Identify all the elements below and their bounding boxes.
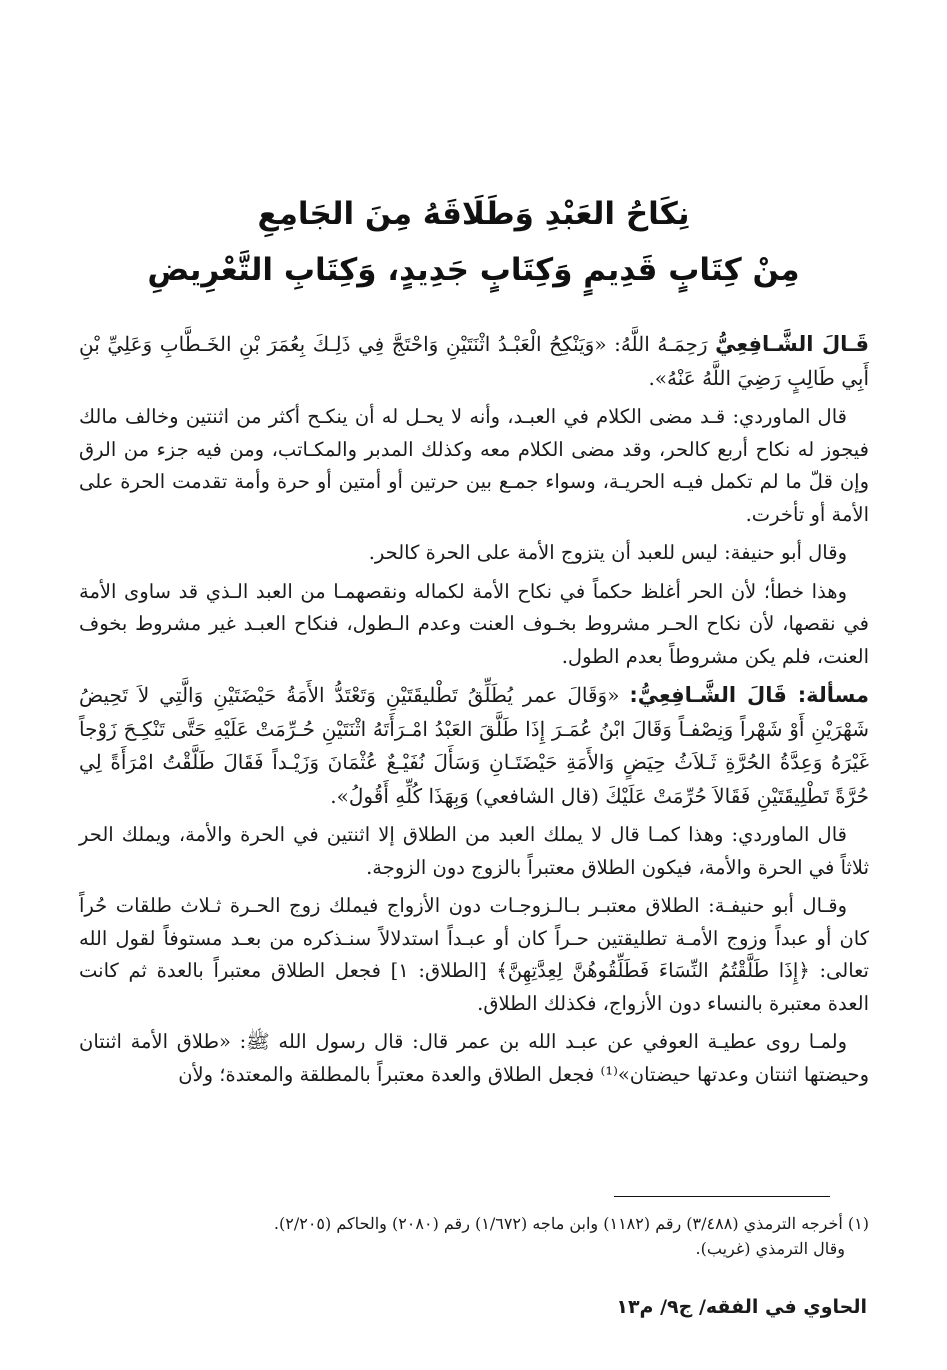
paragraph-5 <box>79 679 869 813</box>
paragraph-lead: قَـالَ الشَّـافِعِيُّ <box>715 332 869 356</box>
chapter-title-line-1: نِكَاحُ العَبْدِ وَطَلَاقَهُ مِنَ الجَامِعِ <box>257 196 690 232</box>
paragraph-6: قال الماوردي: وهذا كمـا قال لا يملك العبد من الطلاق إلا اثنتين في الحرة والأمة، ويملك الحر ثلاثاً في الحرة والأمة، فيكون الطلاق معتبراً بالزوج دون الزوجة. <box>79 823 869 879</box>
footnote-1: (١) أخرجه الترمذي (٣/٤٨٨) رقم (١١٨٢) وابن ماجه (١/٦٧٢) رقم (٢٠٨٠) والحاكم (٢/٢٠٥). <box>273 1214 869 1233</box>
paragraph-7: وقـال أبو حنيفـة: الطلاق معتبـر بـالـزوجـات دون الأزواج فيملك زوج الحـرة ثـلاث طلقات حُراً كان أو عبداً وزوج الأمـة تطليقتين حـراً كان أو عبـداً استدلالاً سنـذكره من بعـد مستوفاً لقول الله تعالى: ﴿إِذَا طَلَّقْتُمُ النِّسَاءَ فَطَلِّقُوهُنَّ لِعِدَّتِهِنَّ﴾ [الطلاق: ١] فجعل الطلاق معتبراً بالعدة ثم كانت العدة معتبرة بالنساء دون الأزواج، فكذلك الطلاق. <box>79 894 869 1015</box>
paragraph-lead: مسألة: قَالَ الشَّـافِعِيُّ: <box>629 683 869 707</box>
footnote-divider <box>614 1196 830 1197</box>
chapter-title <box>80 186 867 298</box>
paragraph-4: وهذا خطأ؛ لأن الحر أغلظ حكماً في نكاح الأمة لكماله ونقصهمـا من العبد الـذي قد ساوى الأمة في نقصها، لأن نكاح الحـر مشروط بخـوف العنت وعدم الـطول، فنكاح العبـد غير مشروط بخوف العنت، فلم يكن مشروطاً بعدم الطول. <box>79 579 869 668</box>
paragraph-3: وقال أبو حنيفة: ليس للعبد أن يتزوج الأمة على الحرة كالحر. <box>368 541 847 564</box>
page-footer: الحاوي في الفقه/ ج٩/ م١٣ <box>616 1296 867 1318</box>
footnotes <box>79 1211 869 1261</box>
footnote-1-continued: وقال الترمذي (غريب). <box>695 1239 845 1258</box>
paragraph-1 <box>79 328 869 395</box>
paragraph-text: «وَقَالَ عمر يُطَلِّقُ تَطْليقَتَيْنِ وَتَعْتَدُّ الأَمَةُ حَيْضَتَيْنِ وَالَّتِي لاَ تَحِيضُ شَهْرَيْنِ أَوْ شَهْراً وَنِصْفـاً وَقَالَ ابْنُ عُمَـرَ إِذَا طَلَّقَ العَبْدُ امْـرَأَتَهُ اثْنَتَيْنِ حُـرِّمَتْ عَلَيْهِ حَتَّى تَنْكِـحَ زَوْجاً غَيْرَهُ وَعِدَّةُ الحُرَّةِ ثَـلاَثُ حِيَضٍ وَالأَمَةِ حَيْضَتَـانِ وَسَأَلَ نُفَيْـعٌ عُثْمَانَ وَزَيْـداً فَقَالَ طَلَّقْتُ امْرَأَةً لِي حُرَّةً تَطْلِيقَتَيْنِ فَقَالاَ حُرِّمَتْ عَلَيْكَ (قال الشافعي) وَبِهَذَا كُلِّهِ أَقُولُ». <box>79 683 869 808</box>
paragraph-2: قال الماوردي: قـد مضى الكلام في العبـد، وأنه لا يحـل له أن ينكـح أكثر من اثنتين وخالف مالك فيجوز له نكاح أربع كالحر، وقد مضى الكلام معه وكذلك المدبر والمكـاتب، ومن فيه جزء من الرق وإن قلّ ما لم تكمل فيـه الحريـة، وسواء جمـع بين حرتين أو أمتين أو حرة وأمة تقدمت الحرة على الأمة أو تأخرت. <box>79 405 869 526</box>
paragraph-8: ولمـا روى عطيـة العوفي عن عبـد الله بن عمر قال: قال رسول الله ﷺ: «طلاق الأمة اثنتان وحيضتها اثنتان وعدتها حيضتان»⁽¹⁾ فجعل الطلاق والعدة معتبراً بالمطلقة والمعتدة؛ ولأن <box>79 1030 869 1086</box>
paragraph-text: رَحِمَـهُ اللَّهُ: «وَيَنْكِحُ الْعَبْـدُ اثْنَتَيْنِ وَاحْتَجَّ فِي ذَلِـكَ بِعُمَرَ بْنِ الخَـطَّابِ وَعَلِيِّ بْنِ أَبِي طَالِبٍ رَضِيَ اللَّهُ عَنْهُ». <box>79 332 869 390</box>
chapter-title-line-2: مِنْ كِتَابٍ قَدِيمٍ وَكِتَابٍ جَدِيدٍ، وَكِتَابِ التَّعْرِيضِ <box>147 252 800 288</box>
main-text <box>79 328 869 1097</box>
